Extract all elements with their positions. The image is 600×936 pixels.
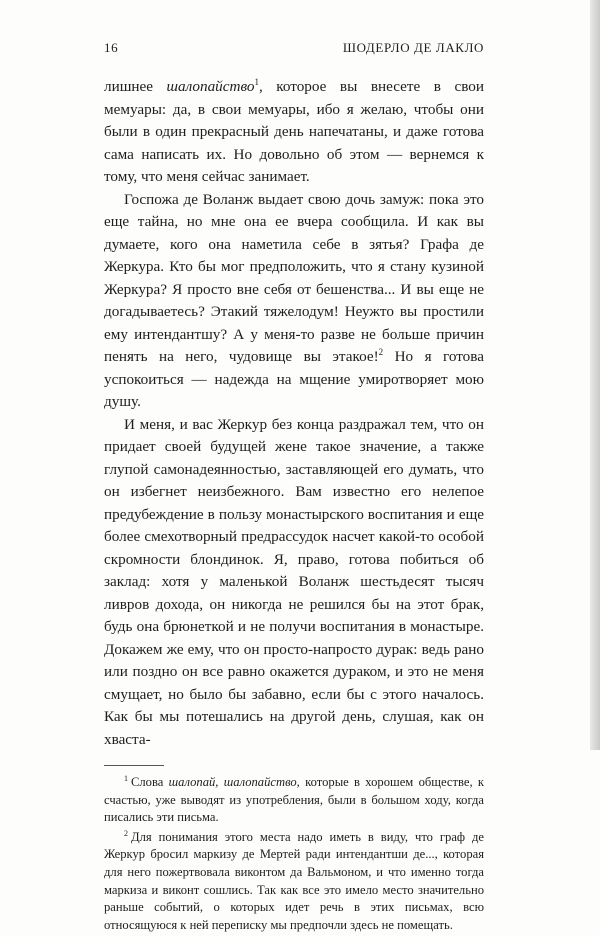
page-edge-shadow	[590, 0, 600, 750]
running-title: ШОДЕРЛО ДЕ ЛАКЛО	[342, 40, 484, 55]
main-text	[104, 76, 484, 751]
footnote-ref-2: 2	[378, 346, 384, 357]
footnotes	[104, 774, 484, 934]
footnote-2-mark: 2	[124, 828, 128, 838]
paragraph-2-start: Госпожа де Воланж выдает свою дочь замуж: пока это еще тайна, но мне она ее вчера сообщила. И как вы думаете, кого она наметила себе в зятья? Графа де Жеркура. Кто бы мог предположить, что я стану кузиной Жеркура? Я просто вне себя от бешенства... И вы еще не догадываетесь? Этакий тяжелодум! Неужто вы простили ему интендантшу? А у меня-то разве не больше причин пенять на него, чудовище вы этакое!	[104, 190, 484, 365]
footnote-1-mark: 1	[124, 773, 128, 783]
paragraph-2	[104, 189, 484, 414]
book-page	[104, 40, 484, 936]
paragraph-1	[104, 76, 484, 189]
running-header	[104, 40, 484, 62]
paragraph-2-rest: Но я готова успокоиться — надежда на мщение умиротворяет мою душу.	[104, 348, 484, 410]
paragraph-1-start: лишнее	[104, 78, 167, 95]
paragraph-3: И меня, и вас Жеркур без конца раздражал тем, что он придает своей будущей жене такое значение, а также глупой самонадеянностью, заставляющей его думать, что он избегнет неизбежного. Вам известно его нелепое предубеждение в пользу монастырского воспитания и еще более смехотворный предрассудок насчет какой-то особой скромности блондинок. Я, право, готова побиться об заклад: хотя у маленькой Воланж шестьдесят тысяч ливров дохода, он никогда не решился бы на этот брак, будь она брюнеткой и не получи воспитания в монастыре. Докажем же ему, что он просто-напросто дурак: ведь рано или поздно он все равно окажется дураком, и это не меня смущает, но было бы забавно, если бы с этого началось. Как бы мы потешались на другой день, слушая, как он хваста-	[104, 415, 484, 748]
footnote-1-rest: которые в хорошем обществе, к счастью, уже выводят из употребления, были в большом ходу, когда писались эти письма.	[104, 775, 485, 825]
footnote-2-text: Для понимания этого места надо иметь в виду, что граф де Жеркур бросил маркизу де Мертей ради интендантши де..., которая для него пожертвовала виконтом да Вальмоном, и что именно тогда маркиза и виконт сошлись. Так как все это имело место значительно раньше событий, о которых идет речь в этих письмах, всю относящуюся к ней переписку мы предпочли здесь не помещать.	[104, 829, 484, 932]
footnote-1	[104, 774, 484, 827]
paragraph-1-rest: , которое вы внесете в свои мемуары: да, в свои мемуары, ибо я желаю, чтобы они были в один прекрасный день напечатаны, и даже готова сама написать их. Но довольно об этом — вернемся к тому, что меня сейчас занимает.	[104, 78, 485, 185]
paragraph-1-italic: шалопайство	[166, 78, 255, 95]
footnote-ref-1: 1	[254, 76, 259, 87]
footnote-1-italic: шалопай, шалопайство,	[168, 775, 300, 789]
page-number: 16	[104, 40, 119, 55]
footnote-1-start: Слова	[131, 775, 169, 789]
footnote-rule	[104, 765, 164, 766]
footnote-2	[104, 829, 484, 935]
